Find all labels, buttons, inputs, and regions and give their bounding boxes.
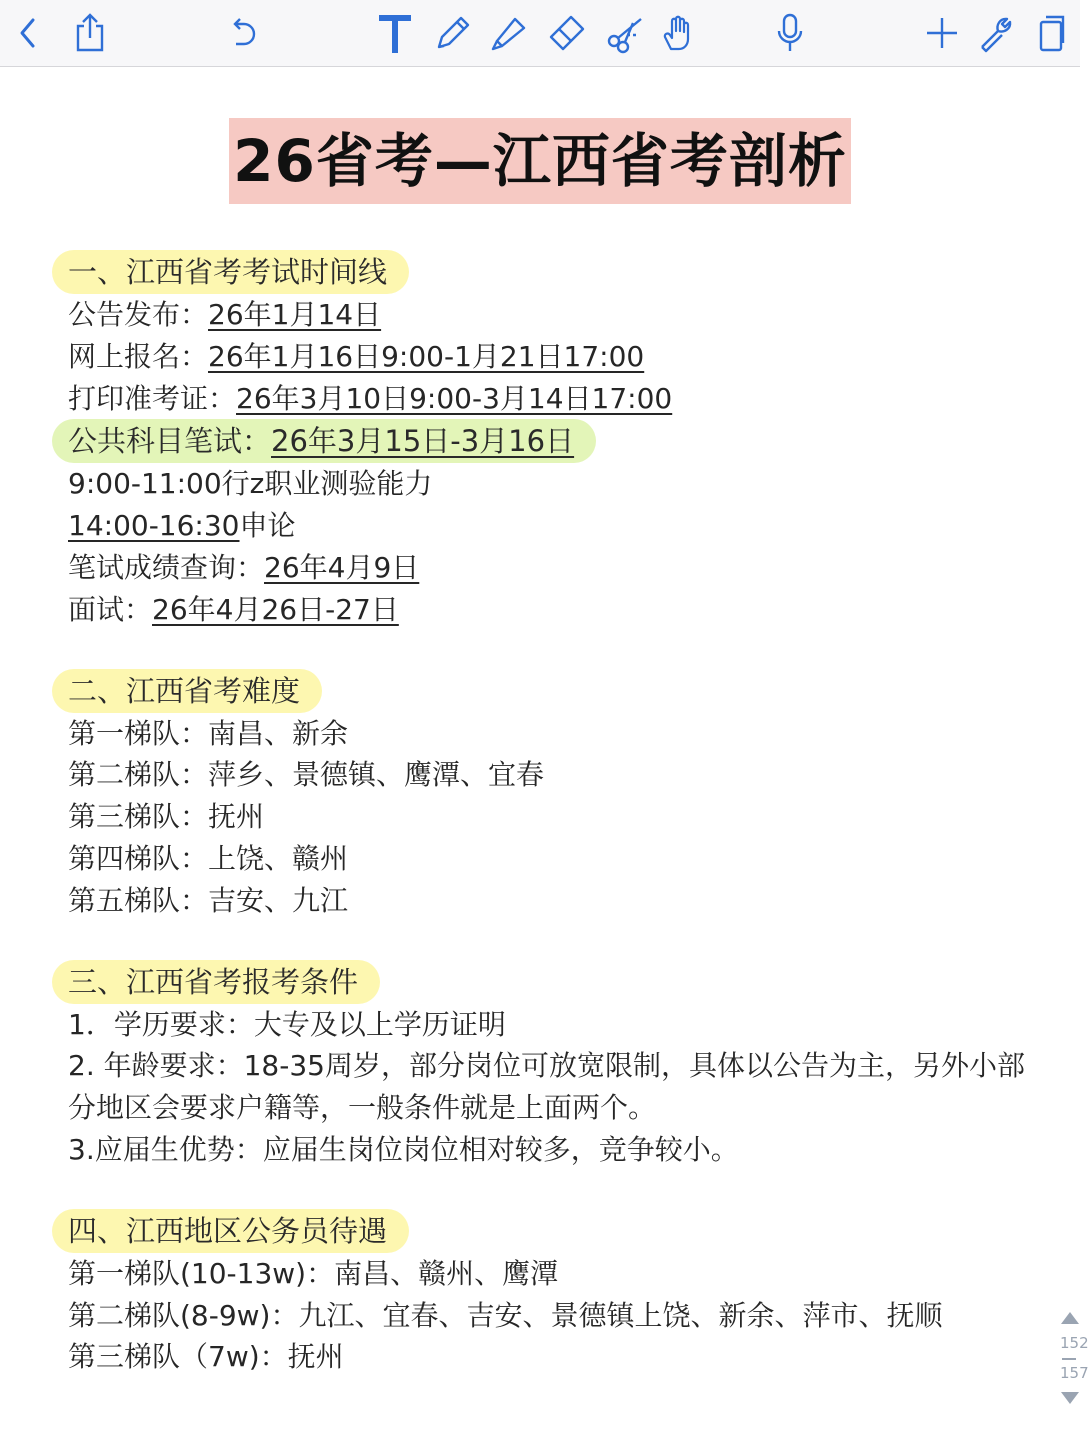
timeline-line (68, 463, 1038, 505)
line-label: 笔试成绩查询： (68, 550, 265, 584)
line-text: 申论 (239, 509, 296, 543)
timeline-line (68, 378, 1038, 420)
line-value: 26年3月10日9:00-3月14日17:00 (236, 381, 673, 415)
timeline-line (68, 547, 1038, 589)
section-requirements (68, 960, 1038, 1171)
line-value: 26年1月14日 (208, 298, 382, 331)
timeline-line (68, 294, 1038, 336)
microphone-icon[interactable] (770, 0, 810, 66)
line-value: 26年1月16日9:00-1月21日17:00 (208, 339, 645, 373)
section-heading: 四、江西地区公务员待遇 (52, 1209, 409, 1253)
list-item: 2. 年龄要求：18-35周岁，部分岗位可放宽限制，具体以公告为主，另外小部分地区会要求户籍等，一般条件就是上面两个。 (68, 1049, 1025, 1125)
back-icon[interactable] (8, 0, 48, 66)
section-heading: 三、江西省考报考条件 (52, 960, 380, 1004)
current-page: 152 (1060, 1334, 1089, 1352)
list-item: 第一梯队(10-13w)：南昌、赣州、鹰潭 (68, 1256, 559, 1290)
title-area (0, 118, 1080, 204)
eraser-icon[interactable] (542, 0, 592, 66)
page-navigator[interactable] (1058, 1312, 1089, 1412)
page-divider (1062, 1358, 1076, 1360)
line-label: 面试： (68, 592, 153, 626)
share-icon[interactable] (68, 0, 112, 66)
add-icon[interactable] (922, 0, 962, 66)
list-item: 第二梯队：萍乡、景德镇、鹰潭、宜春 (68, 758, 545, 792)
list-item: 第五梯队：吉安、九江 (68, 883, 349, 917)
page-title: 26省考—江西省考剖析 (229, 118, 851, 204)
list-item: 第一梯队：南昌、新余 (68, 716, 349, 750)
hand-icon[interactable] (654, 0, 704, 66)
undo-icon[interactable] (222, 0, 262, 66)
timeline-line (68, 589, 1038, 631)
timeline-line (68, 336, 1038, 378)
section-timeline (68, 250, 1038, 631)
section-difficulty (68, 669, 1038, 922)
line-value: 26年3月15日-3月16日 (271, 424, 575, 459)
list-item: 3.应届生优势：应届生岗位岗位相对较多，竞争较小。 (68, 1132, 739, 1166)
note-content (68, 250, 1038, 1378)
line-label: 网上报名： (68, 339, 209, 373)
total-pages: 157 (1060, 1364, 1089, 1382)
pen-icon[interactable] (428, 0, 478, 66)
line-time: 14:00-16:30 (68, 509, 240, 543)
line-label: 公告发布： (68, 298, 209, 331)
timeline-line (68, 505, 1038, 547)
line-text: 行z职业测验能力 (221, 467, 433, 501)
toolbar (0, 0, 1080, 67)
list-item: 第二梯队(8-9w)：九江、宜春、吉安、景德镇上饶、新余、萍市、抚顺 (68, 1298, 943, 1332)
list-item: 1．学历要求：大专及以上学历证明 (68, 1007, 506, 1041)
wrench-icon[interactable] (974, 0, 1018, 66)
section-heading: 一、江西省考考试时间线 (52, 250, 409, 294)
highlighter-icon[interactable] (484, 0, 534, 66)
text-tool-icon[interactable] (372, 0, 418, 66)
section-heading: 二、江西省考难度 (52, 669, 322, 713)
list-item: 第三梯队：抚州 (68, 800, 265, 834)
page-down-icon[interactable] (1061, 1392, 1079, 1404)
section-salary (68, 1209, 1038, 1378)
list-item: 第四梯队：上饶、赣州 (68, 841, 349, 875)
line-label: 公共科目笔试： (68, 424, 272, 459)
line-value: 26年4月9日 (264, 550, 420, 584)
line-time: 9:00-11:00 (68, 467, 222, 501)
page-up-icon[interactable] (1061, 1312, 1079, 1324)
list-item: 第三梯队（7w)：抚州 (68, 1340, 344, 1374)
scissors-icon[interactable] (600, 0, 650, 66)
pages-icon[interactable] (1032, 0, 1072, 66)
line-value: 26年4月26日-27日 (152, 592, 399, 626)
line-label: 打印准考证： (68, 381, 237, 415)
highlighted-line (52, 419, 596, 463)
